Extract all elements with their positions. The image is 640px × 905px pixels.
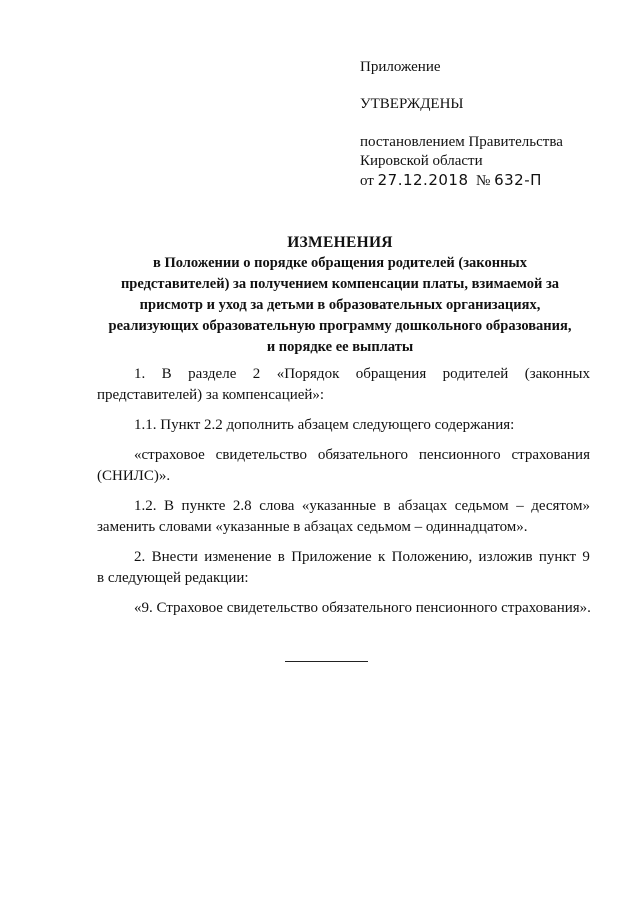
word: «указанные: [301, 498, 376, 514]
word: родителей: [442, 366, 509, 382]
decree-date: 27.12.2018: [377, 171, 469, 189]
title-line: представителей) за получением компенсации платы, взимаемой за: [120, 276, 560, 292]
word: Приложение: [291, 549, 372, 565]
paragraph-2-quote: «9. Страховое свидетельство обязательного пенсионного страхования».: [134, 600, 591, 616]
document-body: [97, 364, 590, 628]
decree-date-line: [360, 171, 620, 191]
word: 2.8: [232, 498, 252, 514]
paragraph-1-continuation: представителей) за компенсацией»:: [97, 387, 325, 403]
word: десятом»: [531, 498, 590, 514]
approved-label: УТВЕРЖДЕНЫ: [360, 96, 464, 112]
paragraph-2-continuation: в следующей редакции:: [97, 570, 249, 586]
document-title: [90, 232, 590, 358]
title-heading: ИЗМЕНЕНИЯ: [287, 234, 393, 251]
word: Внести: [151, 549, 198, 565]
word: в: [383, 498, 391, 514]
word: Положению,: [391, 549, 473, 565]
decree-line-2: Кировской области: [360, 153, 483, 169]
word: 2: [252, 366, 261, 382]
word: 9: [582, 549, 590, 565]
word: обращения: [355, 366, 427, 382]
word: пенсионного: [418, 447, 501, 463]
word: «страховое: [134, 447, 205, 463]
decree-number: 632-П: [494, 171, 542, 189]
word: изложив: [478, 549, 533, 565]
appendix-label: Приложение: [360, 59, 441, 75]
quote-1-first-line: [134, 445, 590, 466]
paragraph-1-first-line: [134, 364, 590, 385]
word: –: [516, 498, 524, 514]
closing-separator-line: [285, 661, 368, 662]
paragraph-1-2-first-line: [134, 496, 590, 517]
word: 1.2.: [134, 498, 157, 514]
paragraph-1-2-continuation: заменить словами «указанные в абзацах седьмом – одиннадцатом».: [97, 519, 528, 535]
title-line: и порядке ее выплаты: [266, 339, 414, 355]
word: 1.: [134, 366, 146, 382]
word: в: [277, 549, 285, 565]
word: абзацах: [398, 498, 448, 514]
quote-1-continuation: (СНИЛС)».: [97, 468, 171, 484]
number-sign: №: [476, 173, 491, 189]
approval-block: [360, 58, 620, 191]
paragraph-2-first-line: [134, 547, 590, 568]
word: страхования: [511, 447, 590, 463]
paragraph-1-1: 1.1. Пункт 2.2 дополнить абзацем следующего содержания:: [134, 417, 515, 433]
word: В: [164, 498, 175, 514]
from-label: от: [360, 173, 374, 189]
word: свидетельство: [215, 447, 307, 463]
word: изменение: [204, 549, 272, 565]
title-line: присмотр и уход за детьми в образовательных организациях,: [139, 297, 541, 313]
decree-line-1: постановлением Правительства: [360, 134, 563, 150]
word: В: [161, 366, 172, 382]
title-line: реализующих образовательную программу дошкольного образования,: [108, 318, 572, 334]
word: «Порядок: [276, 366, 340, 382]
word: (законных: [524, 366, 590, 382]
word: слова: [259, 498, 295, 514]
word: 2.: [134, 549, 146, 565]
title-line: в Положении о порядке обращения родителей (законных: [152, 255, 527, 271]
word: к: [378, 549, 386, 565]
word: пункте: [181, 498, 226, 514]
word: пункт: [538, 549, 577, 565]
word: разделе: [188, 366, 237, 382]
word: обязательного: [317, 447, 409, 463]
word: седьмом: [454, 498, 509, 514]
